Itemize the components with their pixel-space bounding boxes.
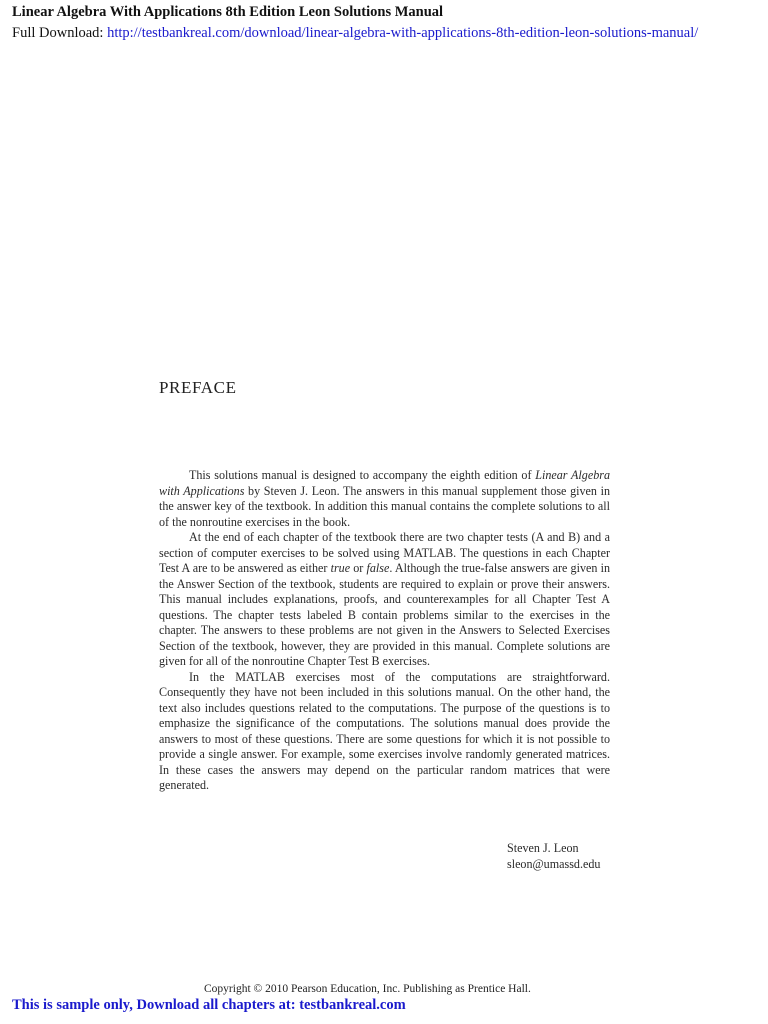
true-italic: true bbox=[330, 561, 351, 575]
preface-paragraph-2 bbox=[159, 530, 610, 670]
preface-heading: PREFACE bbox=[159, 378, 237, 397]
download-link[interactable]: http://testbankreal.com/download/linear-algebra-with-applications-8th-edition-leon-solutions-manual/ bbox=[107, 25, 699, 41]
full-download-line bbox=[12, 25, 698, 42]
paragraph-2-text-b: . Although the true-false answers are given in the Answer Section of the textbook, students are required to explain or prove their answers. This manual includes explanations, proofs, and counterexamples for all Chapter Test A questions. The chapter tests labeled B contain problems similar to the exercises in the chapter. The answers to these problems are not given in the Answers to Selected Exercises Section of the textbook, however, they are provided in this manual. Complete solutions are given for all of the nonroutine Chapter Test B exercises. bbox=[159, 561, 611, 668]
book-title-italic: Linear Algebra with Applications bbox=[159, 468, 610, 498]
signature-block bbox=[507, 841, 600, 872]
sample-notice: This is sample only, Download all chapters at: testbankreal.com bbox=[12, 997, 406, 1013]
preface-paragraph-3: In the MATLAB exercises most of the computations are straightforward. Consequently they have not been included in this solutions manual. On the other hand, the text also includes questions related to the computations. The purpose of the questions is to emphasize the significance of the computations. The solutions manual does provide the answers to most of these questions. There are some questions for which it is not possible to provide a single answer. For example, some exercises involve randomly generated matrices. In these cases the answers may depend on the particular random matrices that were generated. bbox=[159, 669, 610, 792]
copyright-notice: Copyright © 2010 Pearson Education, Inc. Publishing as Prentice Hall. bbox=[204, 983, 531, 995]
paragraph-1-text-b: by Steven J. Leon. The answers in this manual supplement those given in the answer key of the textbook. In addition this manual contains the complete solutions to all of the nonroutine exercises in the book. bbox=[159, 483, 610, 529]
author-email: sleon@umassd.edu bbox=[507, 856, 601, 871]
paragraph-2-or: or bbox=[350, 561, 367, 575]
paragraph-1-text-a: This solutions manual is designed to accompany the eighth edition of bbox=[189, 468, 536, 482]
paragraph-2-text-a: At the end of each chapter of the textbook there are two chapter tests (A and B) and a section of computer exercises to be solved using MATLAB. The questions in each Chapter Test A are to be answered as either bbox=[159, 530, 610, 575]
preface-paragraph-1 bbox=[159, 468, 610, 530]
author-name: Steven J. Leon bbox=[507, 841, 579, 855]
false-italic: false bbox=[366, 561, 390, 575]
preface-body bbox=[159, 468, 610, 794]
document-title: Linear Algebra With Applications 8th Edition Leon Solutions Manual bbox=[12, 4, 444, 20]
full-download-label: Full Download: bbox=[12, 25, 108, 41]
